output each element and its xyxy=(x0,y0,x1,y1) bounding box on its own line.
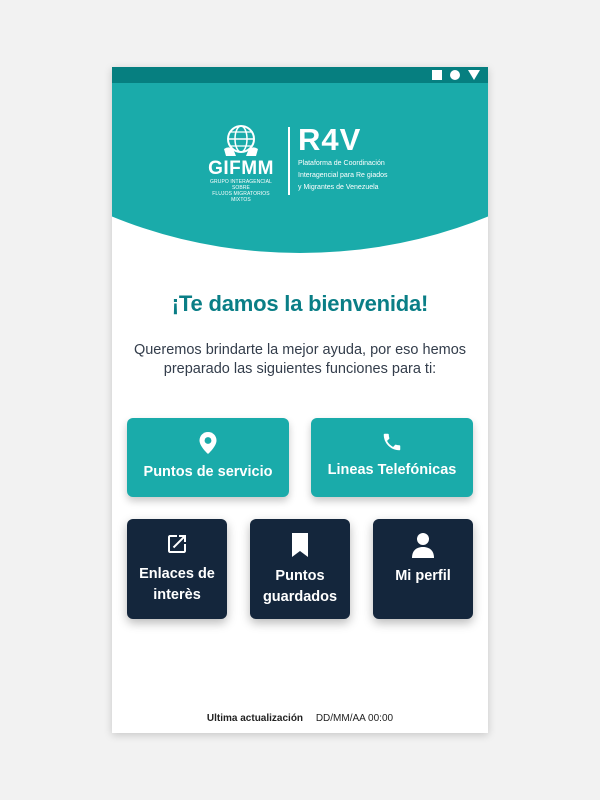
triangle-icon xyxy=(468,70,480,80)
mi-perfil-button[interactable] xyxy=(373,519,473,619)
header-logos xyxy=(112,83,488,233)
gifmm-name: GIFMM xyxy=(208,158,274,179)
phone-icon xyxy=(381,431,403,453)
gifmm-subtitle-2: FLUJOS MIGRATORIOS MIXTOS xyxy=(212,191,270,203)
external-link-icon xyxy=(165,532,189,556)
puntos-guardados-button[interactable] xyxy=(250,519,350,619)
puntos-servicio-button[interactable] xyxy=(127,418,289,497)
bookmark-icon xyxy=(290,532,310,558)
location-pin-icon xyxy=(198,431,218,455)
puntos-servicio-label: Puntos de servicio xyxy=(143,464,273,480)
r4v-logo xyxy=(298,123,418,193)
last-update xyxy=(112,713,488,724)
square-icon xyxy=(432,70,442,80)
mi-perfil-label: Mi perfil xyxy=(395,568,451,584)
gifmm-logo xyxy=(204,123,278,213)
status-bar xyxy=(112,67,488,83)
logo-divider xyxy=(288,127,290,195)
r4v-line-3: y Migrantes de Venezuela xyxy=(298,184,379,191)
lineas-telefonicas-label: Lineas Telefónicas xyxy=(327,462,457,478)
person-icon xyxy=(411,532,435,558)
welcome-title: ¡Te damos la bienvenida! xyxy=(171,291,429,316)
r4v-line-1: Plataforma de Coordinación xyxy=(298,160,385,167)
circle-icon xyxy=(450,70,460,80)
r4v-name: R4V xyxy=(298,122,362,157)
welcome-intro: Queremos brindarte la mejor ayuda, por eso hemos preparado las siguientes funciones para ti: xyxy=(133,342,467,377)
globe-hands-icon xyxy=(222,123,260,157)
lineas-telefonicas-button[interactable] xyxy=(311,418,473,497)
enlaces-interes-label: Enlaces de interès xyxy=(139,566,215,603)
r4v-line-2: Interagencial para Re giados xyxy=(298,172,388,179)
last-update-label: Ultima actualización xyxy=(206,713,304,724)
puntos-guardados-label: Puntos guardados xyxy=(262,568,338,605)
enlaces-interes-button[interactable] xyxy=(127,519,227,619)
last-update-value: DD/MM/AA 00:00 xyxy=(315,713,394,724)
gifmm-subtitle-1: GRUPO INTERAGENCIAL SOBRE xyxy=(210,179,272,191)
app-screen xyxy=(112,67,488,733)
